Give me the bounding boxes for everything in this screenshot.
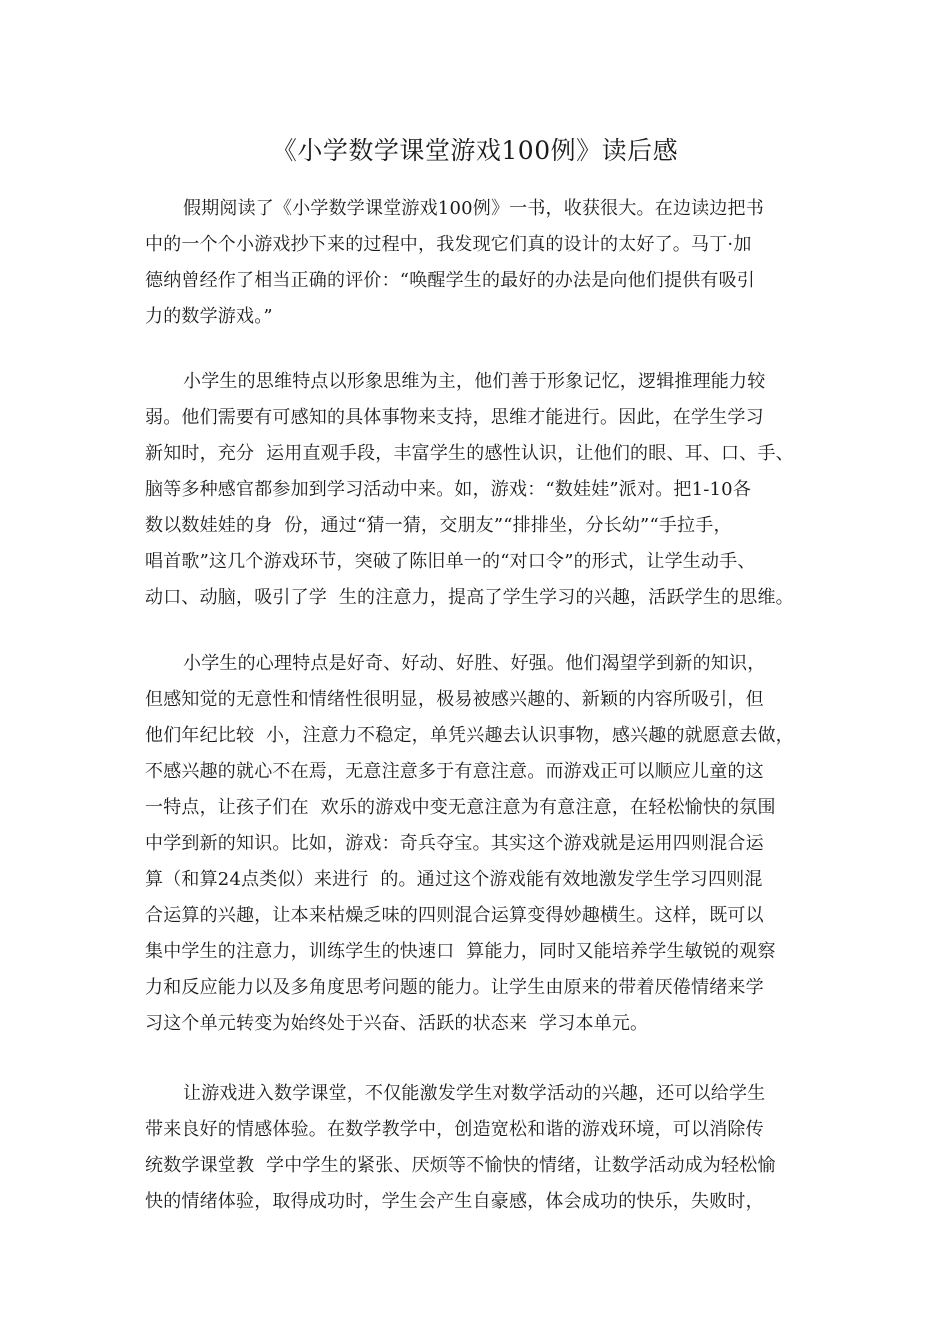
paragraph-line: 统数学课堂教 学中学生的紧张、厌烦等不愉快的情绪，让数学活动成为轻松愉 (145, 1155, 776, 1176)
paragraph-line: 数以数娃娃的身 份，通过“猜一猜，交朋友”“排排坐，分长幼”“手拉手， (145, 515, 732, 536)
paragraph-line: 德纳曾经作了相当正确的评价：“唤醒学生的最好的办法是向他们提供有吸引 (145, 270, 755, 291)
paragraph-line: 习这个单元转变为始终处于兴奋、活跃的状态来 学习本单元。 (145, 1013, 649, 1034)
paragraph-line: 小学生的思维特点以形象思维为主，他们善于形象记忆，逻辑推理能力较 (183, 371, 766, 392)
paragraph-line: 力的数学游戏。” (145, 306, 273, 327)
paragraph-line: 唱首歌”这几个游戏环节，突破了陈旧单一的“对口令”的形式，让学生动手、 (145, 551, 756, 572)
paragraph-line: 他们年纪比较 小，注意力不稳定，单凭兴趣去认识事物，感兴趣的就愿意去做， (145, 725, 794, 746)
paragraph-line: 新知时，充分 运用直观手段，丰富学生的感性认识，让他们的眼、耳、口、手、 (145, 443, 794, 464)
paragraph-2 (145, 364, 845, 616)
paragraph-line: 动口、动脑，吸引了学 生的注意力，提高了学生学习的兴趣，活跃学生的思维。 (145, 587, 794, 608)
paragraph-line: 带来良好的情感体验。在数学教学中，创造宽松和谐的游戏环境，可以消除传 (145, 1119, 764, 1140)
paragraph-line: 快的情绪体验，取得成功时，学生会产生自豪感，体会成功的快乐，失败时， (145, 1191, 764, 1212)
paragraph-line: 弱。他们需要有可感知的具体事物来支持，思维才能进行。因此，在学生学习 (145, 407, 764, 428)
paragraph-line: 但感知觉的无意性和情绪性很明显，极易被感兴趣的、新颖的内容所吸引，但 (145, 689, 764, 710)
paragraph-line: 合运算的兴趣，让本来枯燥乏味的四则混合运算变得妙趣横生。这样，既可以 (145, 905, 764, 926)
paragraph-4 (145, 1076, 845, 1220)
paragraph-line: 脑等多种感官都参加到学习活动中来。如，游戏：“数娃娃”派对。把1-10各 (145, 479, 752, 500)
paragraph-line: 集中学生的注意力，训练学生的快速口 算能力，同时又能培养学生敏锐的观察 (145, 941, 776, 962)
paragraph-line: 小学生的心理特点是好奇、好动、好胜、好强。他们渴望学到新的知识， (183, 653, 766, 674)
paragraph-line: 中的一个个小游戏抄下来的过程中，我发现它们真的设计的太好了。马丁·加 (145, 234, 752, 255)
paragraph-1 (145, 191, 845, 335)
paragraph-line: 一特点，让孩子们在 欢乐的游戏中变无意注意为有意注意，在轻松愉快的氛围 (145, 797, 776, 818)
paragraph-line: 中学到新的知识。比如，游戏：奇兵夺宝。其实这个游戏就是运用四则混合运 (145, 833, 764, 854)
paragraph-3 (145, 646, 845, 1042)
document-title: 《小学数学课堂游戏100例》读后感 (271, 136, 679, 165)
paragraph-line: 力和反应能力以及多角度思考问题的能力。让学生由原来的带着厌倦情绪来学 (145, 977, 764, 998)
paragraph-line: 算（和算24点类似）来进行 的。通过这个游戏能有效地激发学生学习四则混 (145, 869, 763, 890)
paragraph-line: 假期阅读了《小学数学课堂游戏100例》一书，收获很大。在边读边把书 (183, 198, 764, 219)
paragraph-line: 让游戏进入数学课堂，不仅能激发学生对数学活动的兴趣，还可以给学生 (183, 1083, 766, 1104)
paragraph-line: 不感兴趣的就心不在焉，无意注意多于有意注意。而游戏正可以顺应儿童的这 (145, 761, 764, 782)
